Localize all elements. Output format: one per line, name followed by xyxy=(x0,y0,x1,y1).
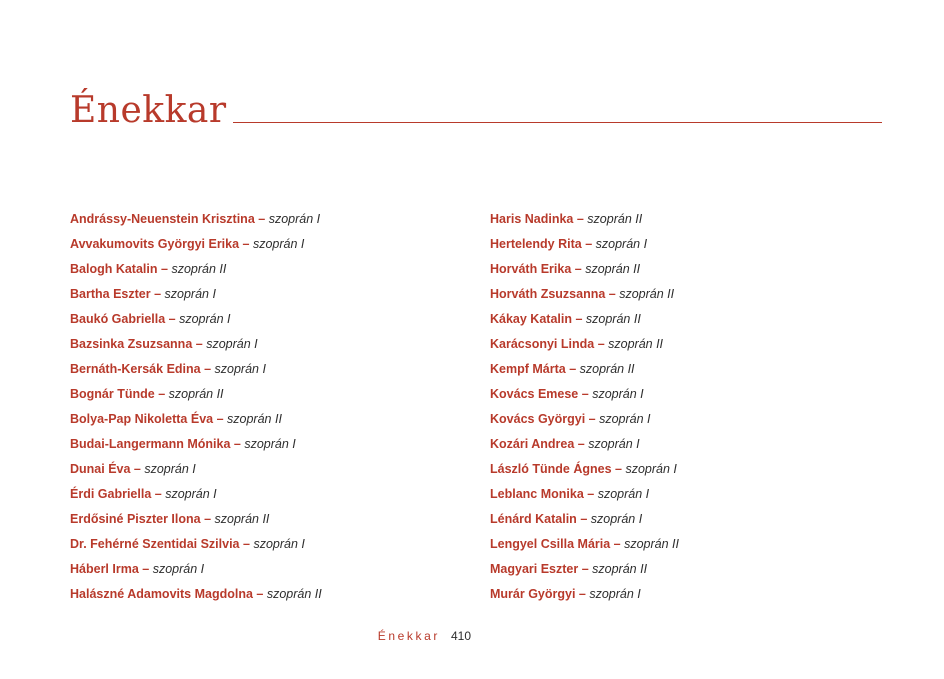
page-footer xyxy=(0,627,944,645)
member-name: Bazsinka Zsuzsanna xyxy=(70,337,193,351)
separator-dash: – xyxy=(608,287,616,301)
member-entry xyxy=(490,284,679,309)
member-entry xyxy=(70,559,322,584)
member-name: Dunai Éva xyxy=(70,462,131,476)
member-entry xyxy=(70,509,322,534)
right-member-list xyxy=(490,209,679,609)
voice-part: szoprán I xyxy=(253,537,305,551)
member-name: Hertelendy Rita xyxy=(490,237,582,251)
member-entry xyxy=(70,259,322,284)
member-entry xyxy=(490,484,679,509)
member-name: Kempf Márta xyxy=(490,362,566,376)
member-name: Bognár Tünde xyxy=(70,387,155,401)
separator-dash: – xyxy=(256,587,264,601)
separator-dash: – xyxy=(233,437,241,451)
separator-dash: – xyxy=(154,487,162,501)
voice-part: szoprán II xyxy=(585,312,641,326)
member-entry xyxy=(70,584,322,609)
member-entry xyxy=(70,209,322,234)
member-name: Bolya-Pap Nikoletta Éva xyxy=(70,412,214,426)
member-name: Magyari Eszter xyxy=(490,562,579,576)
member-name: Horváth Zsuzsanna xyxy=(490,287,606,301)
member-name: Érdi Gabriella xyxy=(70,487,152,501)
separator-dash: – xyxy=(242,237,250,251)
voice-part: szoprán I xyxy=(144,462,196,476)
member-name: Bernáth-Kersák Edina xyxy=(70,362,201,376)
separator-dash: – xyxy=(597,337,605,351)
member-entry xyxy=(490,384,679,409)
member-entry xyxy=(70,534,322,559)
voice-part: szoprán I xyxy=(152,562,205,576)
member-entry xyxy=(490,559,679,584)
member-name: Balogh Katalin xyxy=(70,262,158,276)
voice-part: szoprán I xyxy=(625,462,677,476)
member-entry xyxy=(490,584,679,609)
separator-dash: – xyxy=(161,262,168,276)
separator-dash: – xyxy=(581,562,589,576)
member-name: Halászné Adamovits Magdolna xyxy=(70,587,253,601)
member-name: Dr. Fehérné Szentidai Szilvia xyxy=(70,537,240,551)
left-member-list xyxy=(70,209,322,609)
separator-dash: – xyxy=(195,337,203,351)
member-name: Baukó Gabriella xyxy=(70,312,166,326)
separator-dash: – xyxy=(133,462,141,476)
voice-part: szoprán II xyxy=(579,362,635,376)
member-entry xyxy=(70,434,322,459)
member-entry xyxy=(70,459,322,484)
voice-part: szoprán II xyxy=(171,262,227,276)
voice-part: szoprán I xyxy=(599,412,651,426)
separator-dash: – xyxy=(243,537,250,551)
separator-dash: – xyxy=(588,412,596,426)
member-name: Budai-Langermann Mónika xyxy=(70,437,231,451)
member-entry xyxy=(70,284,322,309)
separator-dash: – xyxy=(613,537,621,551)
voice-part: szoprán II xyxy=(624,537,679,551)
voice-part: szoprán I xyxy=(597,487,650,501)
page-number: 410 xyxy=(451,629,472,643)
separator-dash: – xyxy=(569,362,577,376)
separator-dash: – xyxy=(575,312,583,326)
voice-part: szoprán I xyxy=(164,287,216,301)
separator-dash: – xyxy=(216,412,224,426)
member-name: Kákay Katalin xyxy=(490,312,572,326)
page-title: Énekkar xyxy=(70,90,227,131)
member-entry xyxy=(490,409,679,434)
member-name: Lengyel Csilla Mária xyxy=(490,537,611,551)
member-entry xyxy=(70,409,322,434)
voice-part: szoprán II xyxy=(608,337,664,351)
voice-part: szoprán II xyxy=(168,387,224,401)
separator-dash: – xyxy=(168,312,176,326)
separator-dash: – xyxy=(580,512,588,526)
member-name: Kozári Andrea xyxy=(490,437,575,451)
voice-part: szoprán I xyxy=(592,387,644,401)
separator-dash: – xyxy=(258,212,266,226)
voice-part: szoprán I xyxy=(214,362,266,376)
member-name: Horváth Erika xyxy=(490,262,572,276)
separator-dash: – xyxy=(154,287,162,301)
voice-part: szoprán II xyxy=(585,262,641,276)
voice-part: szoprán I xyxy=(179,312,231,326)
title-rule xyxy=(233,122,882,123)
separator-dash: – xyxy=(615,462,622,476)
member-entry xyxy=(70,334,322,359)
member-name: Murár Györgyi xyxy=(490,587,576,601)
voice-part: szoprán II xyxy=(227,412,282,426)
member-entry xyxy=(70,359,322,384)
member-name: Avvakumovits Györgyi Erika xyxy=(70,237,240,251)
separator-dash: – xyxy=(204,512,212,526)
member-name: Leblanc Monika xyxy=(490,487,584,501)
voice-part: szoprán II xyxy=(592,562,648,576)
member-name: Andrássy-Neuenstein Krisztina xyxy=(70,212,255,226)
member-name: Bartha Eszter xyxy=(70,287,151,301)
member-name: László Tünde Ágnes xyxy=(490,462,612,476)
separator-dash: – xyxy=(158,387,166,401)
member-name: Kovács Györgyi xyxy=(490,412,586,426)
member-entry xyxy=(490,359,679,384)
member-name: Erdősiné Piszter Ilona xyxy=(70,512,201,526)
member-entry xyxy=(490,334,679,359)
page-header xyxy=(70,86,882,136)
voice-part: szoprán I xyxy=(165,487,217,501)
member-entry xyxy=(490,234,679,259)
separator-dash: – xyxy=(577,437,585,451)
separator-dash: – xyxy=(204,362,212,376)
voice-part: szoprán II xyxy=(266,587,322,601)
voice-part: szoprán I xyxy=(268,212,321,226)
member-name: Kovács Emese xyxy=(490,387,579,401)
member-entry xyxy=(490,434,679,459)
separator-dash: – xyxy=(587,487,595,501)
separator-dash: – xyxy=(578,587,586,601)
voice-part: szoprán I xyxy=(244,437,296,451)
member-entry xyxy=(490,209,679,234)
member-name: Karácsonyi Linda xyxy=(490,337,595,351)
member-entry xyxy=(490,309,679,334)
separator-dash: – xyxy=(574,262,582,276)
voice-part: szoprán II xyxy=(587,212,643,226)
footer-section-label: Énekkar xyxy=(377,629,440,643)
member-entry xyxy=(70,234,322,259)
voice-part: szoprán II xyxy=(619,287,675,301)
separator-dash: – xyxy=(581,387,589,401)
member-name: Haris Nadinka xyxy=(490,212,574,226)
member-entry xyxy=(490,259,679,284)
member-entry xyxy=(490,534,679,559)
member-entry xyxy=(70,309,322,334)
member-name: Háberl Irma xyxy=(70,562,139,576)
member-entry xyxy=(490,459,679,484)
separator-dash: – xyxy=(142,562,150,576)
separator-dash: – xyxy=(576,212,584,226)
voice-part: szoprán I xyxy=(595,237,648,251)
member-name: Lénárd Katalin xyxy=(490,512,577,526)
voice-part: szoprán I xyxy=(590,512,643,526)
voice-part: szoprán II xyxy=(214,512,270,526)
separator-dash: – xyxy=(585,237,593,251)
voice-part: szoprán I xyxy=(252,237,305,251)
member-entry xyxy=(70,484,322,509)
voice-part: szoprán I xyxy=(206,337,258,351)
voice-part: szoprán I xyxy=(588,437,640,451)
voice-part: szoprán I xyxy=(589,587,641,601)
member-entry xyxy=(70,384,322,409)
member-entry xyxy=(490,509,679,534)
